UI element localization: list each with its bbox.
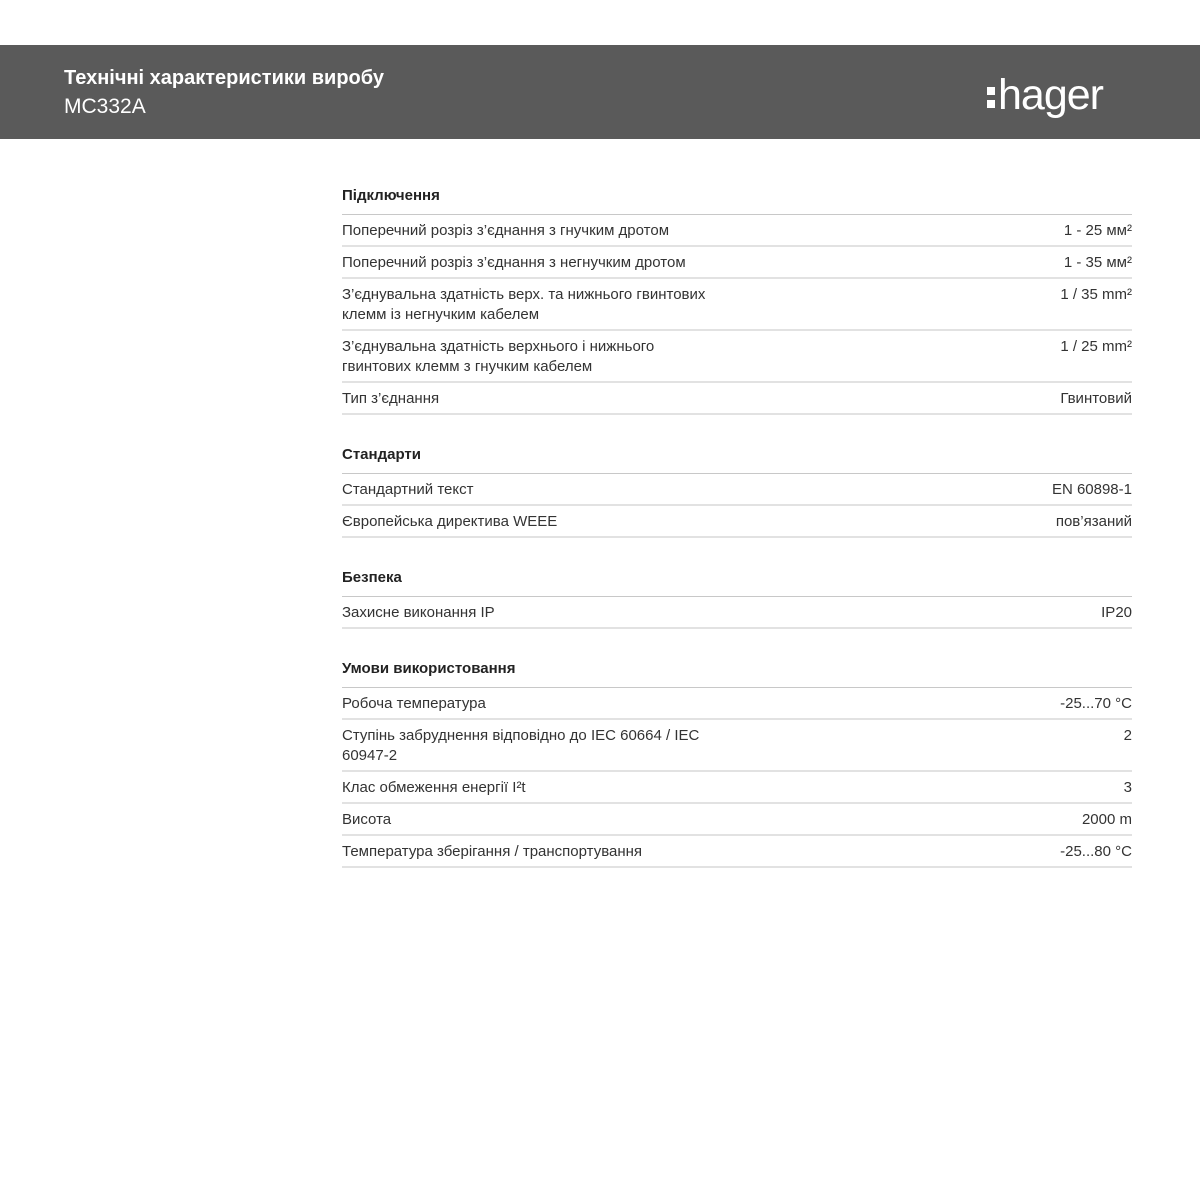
spec-value: -25...80 °C [1060,843,1132,860]
section-title: Безпека [342,560,1132,597]
header-bar [0,45,1200,139]
spec-value: EN 60898-1 [1051,481,1132,498]
spec-label: Висота [342,811,392,828]
section-title: Підключення [342,178,1132,215]
spec-label: Клас обмеження енергії I²t [342,779,526,796]
spec-value: 1 / 35 mm² [1060,286,1132,303]
spec-value: 1 - 35 мм² [1063,254,1132,271]
spec-label: Робоча температура [342,695,486,712]
spec-row [342,772,1132,804]
spec-content [342,178,1132,890]
spec-label: Європейська директива WEEE [342,513,558,530]
logo-dots-icon [987,77,996,109]
logo-text: hager [998,71,1103,119]
section-title: Умови використовання [342,651,1132,688]
hager-logo [987,71,1103,120]
spec-row [342,279,1132,331]
spec-row [342,804,1132,836]
spec-row [342,597,1132,629]
spec-value: 3 [1123,779,1132,796]
section-safety [342,560,1132,629]
spec-value: пов’язаний [1055,513,1132,530]
spec-row [342,474,1132,506]
section-standards [342,437,1132,538]
spec-row [342,247,1132,279]
spec-label: Тип з’єднання [342,390,440,407]
spec-row [342,331,1132,383]
section-operating-conditions [342,651,1132,868]
spec-row [342,506,1132,538]
spec-row [342,688,1132,720]
spec-row [342,720,1132,772]
spec-row [342,836,1132,868]
spec-row [342,383,1132,415]
spec-label: Температура зберігання / транспортування [342,843,643,860]
page-title: Технічні характеристики виробу [64,67,384,89]
spec-row [342,215,1132,247]
spec-label: Захисне виконання IP [342,604,495,621]
spec-label: З’єднувальна здатність верх. та нижнього гвинтових клемм із негнучким кабелем [342,286,706,323]
spec-value: 1 - 25 мм² [1063,222,1132,239]
spec-label: З’єднувальна здатність верхнього і нижнього гвинтових клемм з гнучким кабелем [342,338,655,375]
section-connection [342,178,1132,415]
spec-label: Ступінь забруднення відповідно до IEC 60664 / IEC 60947-2 [342,727,700,764]
spec-value: 2000 m [1081,811,1132,828]
spec-value: -25...70 °C [1060,695,1132,712]
spec-value: Гвинтовий [1060,390,1132,407]
section-title: Стандарти [342,437,1132,474]
spec-label: Стандартний текст [342,481,474,498]
spec-label: Поперечний розріз з’єднання з гнучким дротом [342,222,670,239]
spec-label: Поперечний розріз з’єднання з негнучким дротом [342,254,686,271]
spec-value: IP20 [1101,604,1132,621]
spec-value: 1 / 25 mm² [1060,338,1132,355]
product-code: MC332A [64,95,146,118]
spec-value: 2 [1123,727,1132,744]
